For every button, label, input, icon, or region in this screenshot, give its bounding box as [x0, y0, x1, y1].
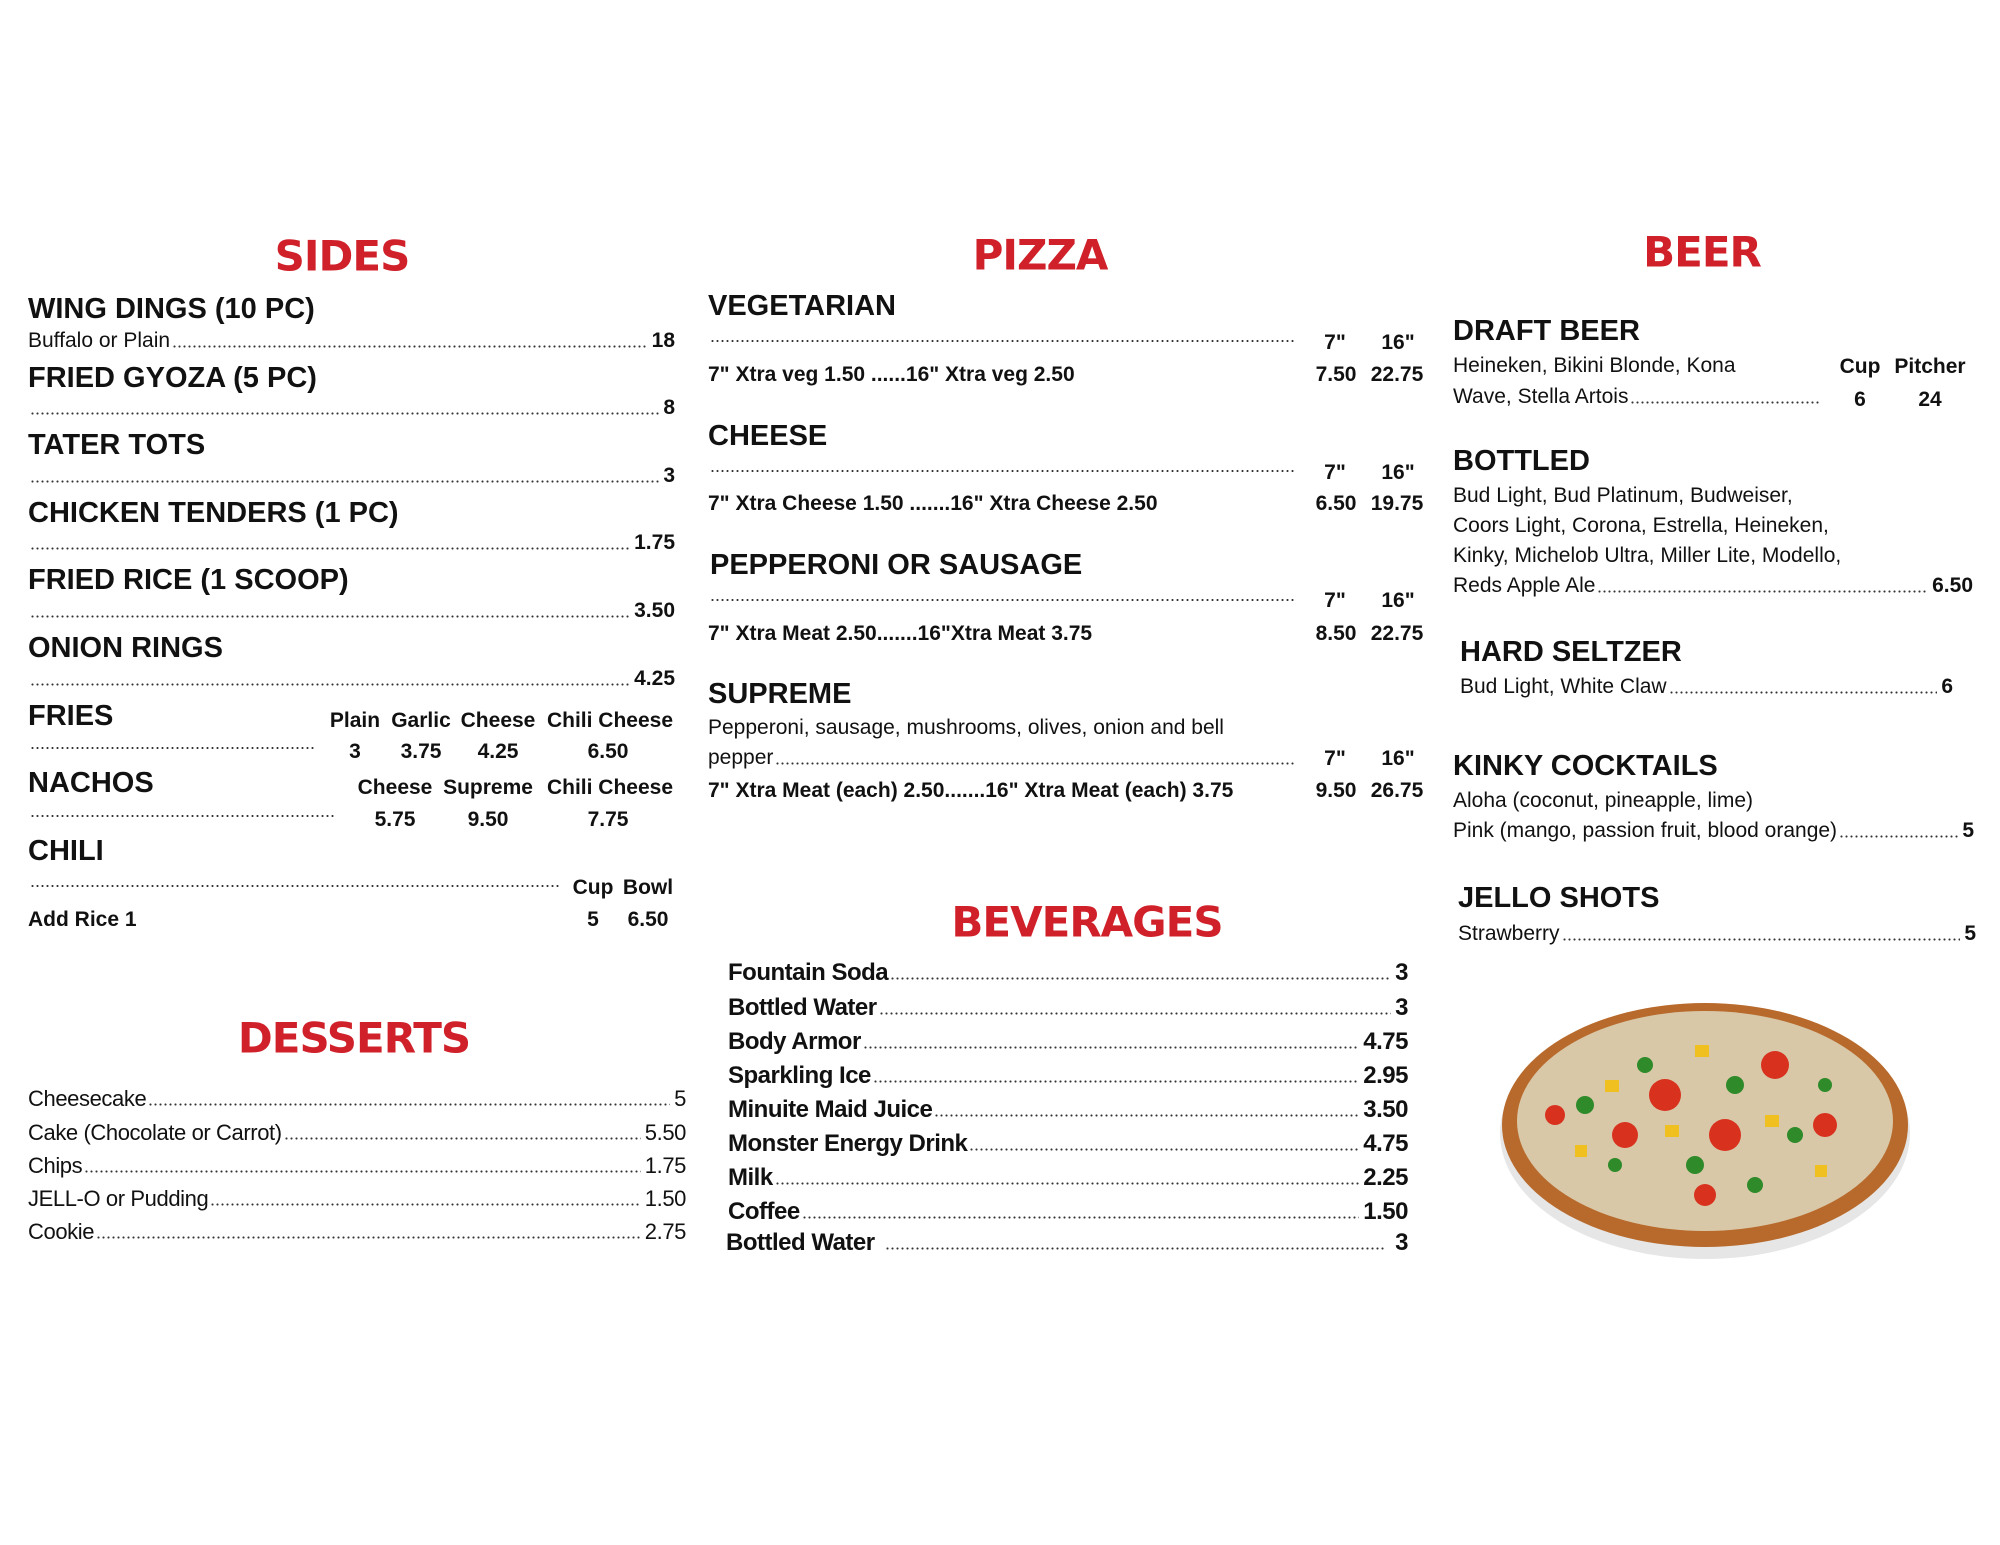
pizza-heading: PIZZA — [972, 230, 1108, 280]
item-name: Body Armor — [728, 1028, 861, 1055]
menu-row — [28, 1153, 686, 1179]
menu-row — [1453, 818, 1974, 844]
option-price: 6.50 — [587, 740, 629, 763]
item-price: 3 — [1395, 959, 1408, 986]
option-price: 3 — [349, 740, 361, 763]
dot-leader-row — [708, 470, 1300, 479]
size-label: 16" — [1381, 331, 1415, 354]
item-price: 3 — [663, 464, 675, 487]
item-name: Fountain Soda — [728, 959, 889, 986]
dot-leader — [1839, 835, 1958, 838]
price-large: 22.75 — [1370, 622, 1424, 645]
dot-leader — [863, 1046, 1359, 1049]
item-name: Minuite Maid Juice — [728, 1096, 933, 1123]
dot-leader — [710, 599, 1296, 602]
price-small: 9.50 — [1315, 779, 1357, 802]
dot-leader-row — [28, 885, 563, 894]
menu-row — [28, 328, 675, 354]
option-price: 3.75 — [400, 740, 442, 763]
item-price: 3 — [1395, 1229, 1408, 1256]
dot-leader — [775, 762, 1296, 765]
option-label: Garlic — [391, 709, 451, 732]
dot-leader — [1562, 938, 1961, 941]
item-price: 3 — [1395, 994, 1408, 1021]
extra-toppings: 7" Xtra Meat 2.50.......16"Xtra Meat 3.75 — [708, 622, 1093, 645]
dot-leader-row — [708, 340, 1300, 349]
item-name: CHILI — [28, 835, 104, 867]
menu-row — [728, 1063, 1408, 1089]
dot-leader — [969, 1148, 1359, 1151]
item-name: FRIES — [28, 700, 114, 732]
item-desc: Buffalo or Plain — [28, 329, 171, 352]
dot-leader — [96, 1236, 641, 1239]
dot-leader — [84, 1170, 641, 1173]
menu-row — [726, 1230, 1408, 1256]
menu-row — [708, 745, 1300, 771]
menu-row — [728, 995, 1408, 1021]
item-price: 1.50 — [644, 1186, 686, 1211]
item-desc: Kinky, Michelob Ultra, Miller Lite, Modello, — [1453, 544, 1842, 567]
option-price: 4.25 — [477, 740, 519, 763]
menu-row — [28, 1186, 686, 1212]
dot-leader — [30, 615, 630, 618]
item-name: DRAFT BEER — [1453, 315, 1640, 347]
item-name: PEPPERONI OR SAUSAGE — [710, 549, 1083, 581]
menu-row — [728, 1029, 1408, 1055]
item-desc: Reds Apple Ale — [1453, 574, 1596, 597]
dot-leader — [775, 1182, 1360, 1185]
cup-price: 6 — [1854, 388, 1866, 411]
item-name: SUPREME — [708, 678, 852, 710]
option-price: 9.50 — [467, 808, 509, 831]
item-name: WING DINGS (10 PC) — [28, 293, 315, 325]
item-price: 5.50 — [644, 1120, 686, 1145]
item-name: Cake (Chocolate or Carrot) — [28, 1120, 282, 1145]
price-small: 8.50 — [1315, 622, 1357, 645]
dot-leader — [1669, 691, 1938, 694]
pitcher-label: Pitcher — [1894, 355, 1966, 378]
dot-leader — [873, 1080, 1359, 1083]
item-name: CHEESE — [708, 420, 828, 452]
dot-leader — [802, 1216, 1360, 1219]
dot-leader — [30, 885, 559, 888]
size-label: 16" — [1381, 747, 1415, 770]
sides-heading: SIDES — [274, 231, 410, 281]
item-desc: Coors Light, Corona, Estrella, Heineken, — [1453, 514, 1829, 537]
size-label: 7" — [1324, 589, 1346, 612]
item-desc: Pink (mango, passion fruit, blood orange) — [1453, 819, 1838, 842]
option-label: Plain — [329, 709, 381, 732]
item-name: JELLO SHOTS — [1458, 882, 1660, 914]
dot-leader-row — [28, 747, 318, 756]
menu-row — [28, 1120, 686, 1146]
dot-leader — [1597, 590, 1928, 593]
option-label: Cheese — [460, 709, 536, 732]
item-price: 2.25 — [1363, 1164, 1408, 1191]
menu-row — [728, 960, 1408, 986]
menu-row — [728, 1131, 1408, 1157]
menu-row — [1458, 921, 1976, 947]
item-price: 3.50 — [634, 599, 675, 622]
item-desc: Pepperoni, sausage, mushrooms, olives, onion and bell — [708, 716, 1224, 739]
dot-leader — [148, 1103, 670, 1106]
item-price: 1.50 — [1363, 1198, 1408, 1225]
option-price: 7.75 — [587, 808, 629, 831]
beverages-heading: BEVERAGES — [951, 897, 1223, 947]
option-label: Bowl — [622, 876, 674, 899]
dot-leader — [934, 1114, 1359, 1117]
beer-heading: BEER — [1643, 227, 1761, 277]
item-desc: Wave, Stella Artois — [1453, 385, 1629, 408]
price-large: 22.75 — [1370, 363, 1424, 386]
dot-leader — [30, 747, 314, 750]
item-name: Cheesecake — [28, 1086, 147, 1111]
option-price: 6.50 — [627, 908, 669, 931]
option-label: Cup — [572, 876, 614, 899]
size-label: 7" — [1324, 461, 1346, 484]
item-price: 2.75 — [644, 1219, 686, 1244]
menu-row — [1460, 674, 1953, 700]
item-name: KINKY COCKTAILS — [1453, 750, 1718, 782]
menu-row — [28, 1219, 686, 1245]
item-price: 6.50 — [1932, 574, 1973, 597]
item-price: 4.75 — [1363, 1028, 1408, 1055]
item-name: TATER TOTS — [28, 429, 206, 461]
dot-leader — [885, 1247, 1386, 1250]
menu-row — [28, 530, 675, 556]
pitcher-price: 24 — [1918, 388, 1942, 411]
dot-leader-row — [708, 599, 1300, 608]
item-name: Chips — [28, 1153, 83, 1178]
item-desc: Heineken, Bikini Blonde, Kona — [1453, 354, 1736, 377]
item-name: HARD SELTZER — [1460, 636, 1682, 668]
item-price: 4.75 — [1363, 1130, 1408, 1157]
dot-leader — [710, 470, 1296, 473]
item-desc: Strawberry — [1458, 922, 1560, 945]
item-price: 1.75 — [644, 1153, 686, 1178]
item-name: Bottled Water — [726, 1229, 875, 1256]
item-name: ONION RINGS — [28, 632, 223, 664]
dot-leader — [30, 412, 659, 415]
dot-leader — [30, 683, 630, 686]
extra-toppings: 7" Xtra Meat (each) 2.50.......16" Xtra Meat (each) 3.75 — [708, 779, 1234, 802]
extra-toppings: 7" Xtra Cheese 1.50 .......16" Xtra Cheese 2.50 — [708, 492, 1158, 515]
item-name: Sparkling Ice — [728, 1062, 871, 1089]
item-name: Milk — [728, 1164, 773, 1191]
item-price: 8 — [663, 396, 675, 419]
menu-row — [28, 666, 675, 692]
dot-leader-row — [28, 815, 340, 824]
item-desc: pepper — [708, 746, 774, 769]
item-price: 6 — [1941, 675, 1953, 698]
price-large: 19.75 — [1370, 492, 1424, 515]
menu-row — [28, 395, 675, 421]
dot-leader — [879, 1012, 1392, 1015]
item-desc: Bud Light, Bud Platinum, Budweiser, — [1453, 484, 1793, 507]
item-name: Bottled Water — [728, 994, 877, 1021]
item-name: Monster Energy Drink — [728, 1130, 968, 1157]
dot-leader — [890, 977, 1391, 980]
option-label: Cheese — [357, 776, 433, 799]
item-name: FRIED GYOZA (5 PC) — [28, 362, 317, 394]
cup-label: Cup — [1839, 355, 1881, 378]
item-name: NACHOS — [28, 767, 154, 799]
extra-toppings: 7" Xtra veg 1.50 ......16" Xtra veg 2.50 — [708, 363, 1075, 386]
item-name: FRIED RICE (1 SCOOP) — [28, 564, 349, 596]
dot-leader — [210, 1203, 640, 1206]
option-price: 5.75 — [374, 808, 416, 831]
item-desc: Bud Light, White Claw — [1460, 675, 1667, 698]
menu-row — [728, 1199, 1408, 1225]
menu-row — [1453, 573, 1973, 599]
item-price: 4.25 — [634, 667, 675, 690]
size-label: 7" — [1324, 747, 1346, 770]
menu-row — [28, 463, 675, 489]
item-note: Add Rice 1 — [28, 908, 137, 931]
dot-leader — [172, 345, 648, 348]
dot-leader — [284, 1137, 641, 1140]
price-small: 7.50 — [1315, 363, 1357, 386]
menu-row — [28, 598, 675, 624]
option-label: Supreme — [443, 776, 533, 799]
desserts-heading: DESSERTS — [237, 1013, 471, 1063]
item-price: 5 — [674, 1086, 686, 1111]
item-price: 18 — [651, 329, 675, 352]
item-name: BOTTLED — [1453, 445, 1590, 477]
item-price: 2.95 — [1363, 1062, 1408, 1089]
dot-leader — [1630, 401, 1821, 404]
item-name: Coffee — [728, 1198, 800, 1225]
size-label: 16" — [1381, 461, 1415, 484]
dot-leader — [30, 480, 659, 483]
menu-row — [728, 1165, 1408, 1191]
item-desc: Aloha (coconut, pineapple, lime) — [1453, 789, 1754, 812]
option-label: Chili Cheese — [546, 709, 674, 732]
size-label: 7" — [1324, 331, 1346, 354]
menu-row — [728, 1097, 1408, 1123]
item-price: 5 — [1962, 819, 1974, 842]
item-price: 1.75 — [634, 531, 675, 554]
price-large: 26.75 — [1370, 779, 1424, 802]
item-price: 3.50 — [1363, 1096, 1408, 1123]
item-name: JELL-O or Pudding — [28, 1186, 209, 1211]
item-name: VEGETARIAN — [708, 290, 896, 322]
menu-row — [1453, 384, 1825, 410]
dot-leader — [710, 340, 1296, 343]
option-label: Chili Cheese — [546, 776, 674, 799]
size-label: 16" — [1381, 589, 1415, 612]
dot-leader — [30, 815, 336, 818]
dot-leader — [30, 547, 630, 550]
item-price: 5 — [1964, 922, 1976, 945]
price-small: 6.50 — [1315, 492, 1357, 515]
option-price: 5 — [587, 908, 599, 931]
pizza-image — [1495, 985, 1915, 1267]
menu-row — [28, 1086, 686, 1112]
item-name: Cookie — [28, 1219, 95, 1244]
item-name: CHICKEN TENDERS (1 PC) — [28, 497, 399, 529]
